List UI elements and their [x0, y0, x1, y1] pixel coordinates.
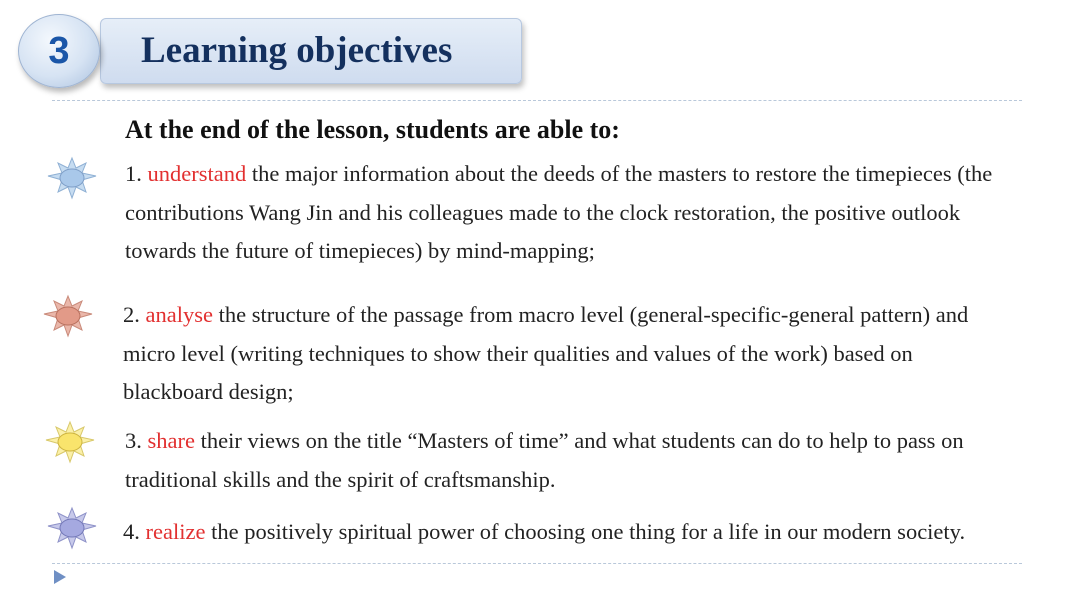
objective-1	[125, 155, 1005, 271]
objective-1-number: 1.	[125, 161, 148, 186]
objective-3-number: 3.	[125, 428, 148, 453]
objective-2-text: the structure of the passage from macro level (general-specific-general pattern) and micro level (writing techniques to show their qualities and values of the work) based on blackboard design;	[123, 302, 969, 404]
objective-2-number: 2.	[123, 302, 146, 327]
objective-1-text: the major information about the deeds of the masters to restore the timepieces (the contributions Wang Jin and his colleagues made to the clock restoration, the positive outlook towards the future of timepieces) by mind-mapping;	[125, 161, 993, 263]
objective-4	[123, 513, 1013, 552]
objective-2-verb: analyse	[145, 302, 213, 327]
sun-icon-purple	[42, 506, 102, 550]
page-title: Learning objectives	[141, 30, 453, 71]
top-divider	[52, 100, 1022, 101]
sun-icon-yellow	[40, 420, 100, 464]
sun-icon-blue	[42, 156, 102, 200]
sun-icon-red	[38, 294, 98, 338]
objective-3-verb: share	[147, 428, 195, 453]
objective-3	[125, 422, 1005, 499]
section-number: 3	[48, 29, 70, 72]
intro-heading: At the end of the lesson, students are able to:	[125, 115, 620, 144]
title-bar	[100, 18, 522, 84]
objective-4-verb: realize	[145, 519, 206, 544]
objective-4-text: the positively spiritual power of choosing one thing for a life in our modern society.	[205, 519, 966, 544]
section-number-badge	[18, 14, 100, 88]
play-triangle-icon	[54, 570, 66, 584]
objective-4-number: 4.	[123, 519, 146, 544]
bottom-divider	[52, 563, 1022, 564]
objective-3-text: their views on the title “Masters of time” and what students can do to help to pass on traditional skills and the spirit of craftsmanship.	[125, 428, 964, 492]
objective-2	[123, 296, 1003, 412]
objective-1-verb: understand	[147, 161, 247, 186]
